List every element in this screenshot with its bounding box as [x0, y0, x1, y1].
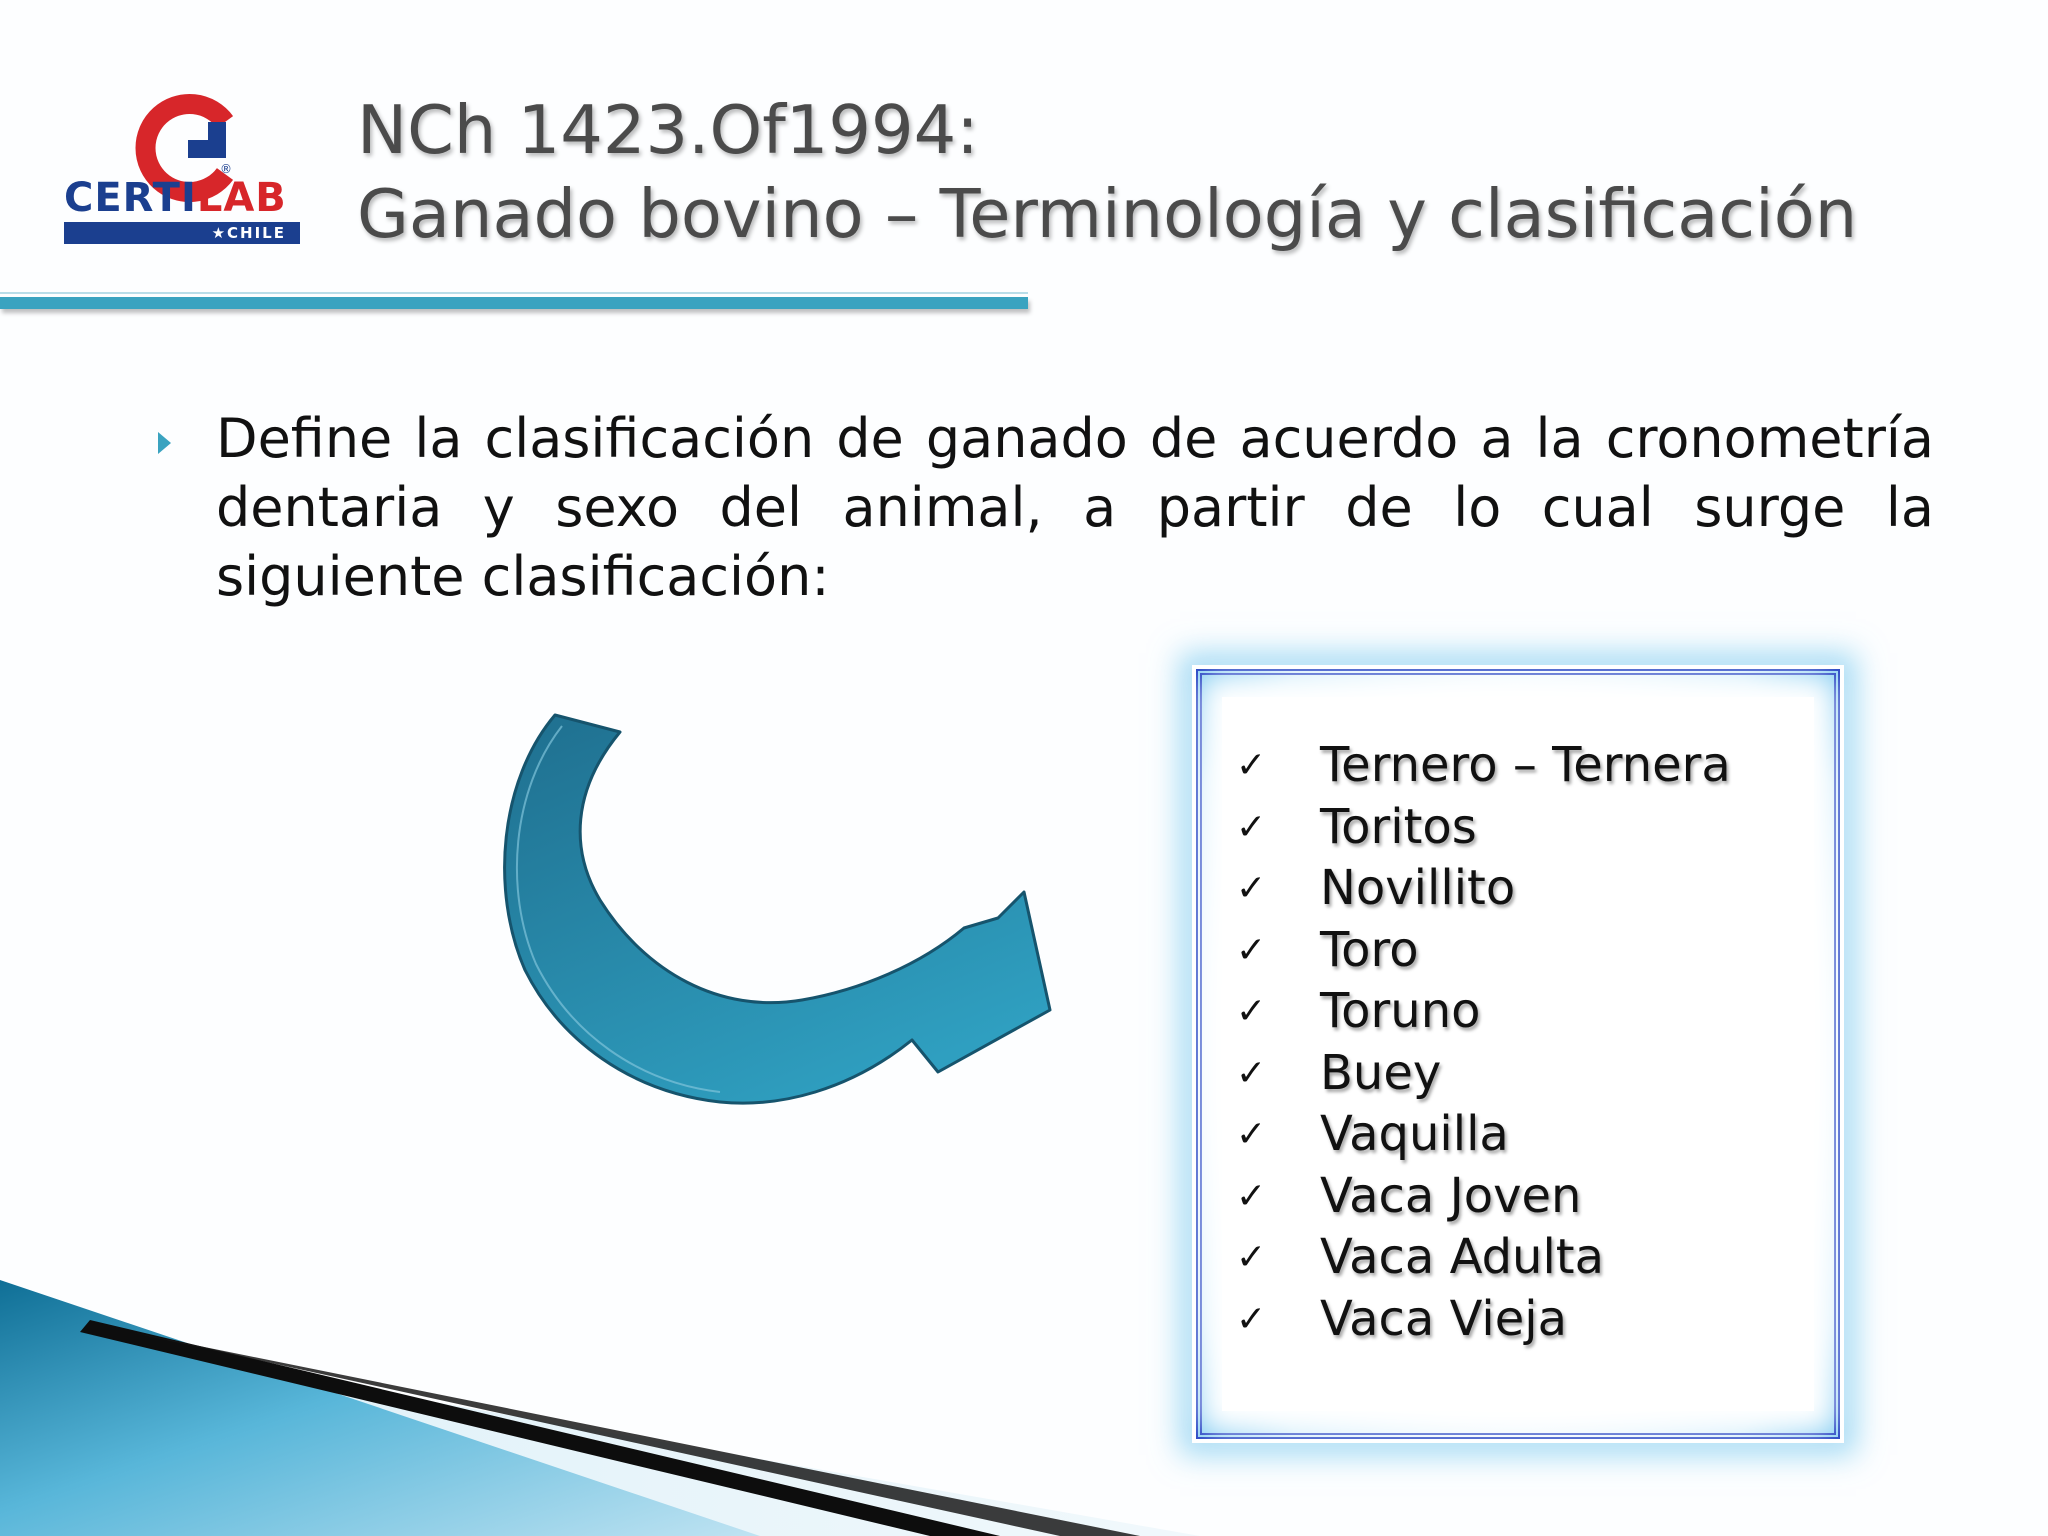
registered-mark: ® [220, 162, 232, 176]
logo-subtitle: ★CHILE [64, 222, 300, 244]
logo-word-lab: LAB [196, 175, 287, 221]
classification-item-label: Buey [1320, 1044, 1442, 1101]
classification-item-label: Toritos [1320, 798, 1477, 855]
logo-wordmark [64, 175, 300, 221]
classification-item-label: Toruno [1320, 983, 1481, 1039]
classification-item-label: Vaca Vieja [1320, 1290, 1567, 1347]
body-paragraph: Define la clasificación de ganado de acuerdo a la cronometría dentaria y sexo del animal, a partir de lo cual surge la siguiente clasificación: [216, 407, 1934, 608]
check-icon: ✓ [1236, 1175, 1267, 1217]
classification-item-label: Novillito [1320, 860, 1516, 916]
check-icon: ✓ [1236, 929, 1267, 971]
classification-item-label: Vaquilla [1320, 1106, 1509, 1162]
check-icon: ✓ [1236, 806, 1267, 848]
classification-item-label: Ternero – Ternera [1320, 737, 1731, 793]
check-icon: ✓ [1236, 1298, 1267, 1340]
logo-word-certi: CERTI [64, 175, 197, 221]
triangle-bullet-icon [158, 432, 171, 454]
check-icon: ✓ [1236, 991, 1267, 1032]
slide-title [357, 88, 2017, 256]
check-icon: ✓ [1236, 868, 1267, 909]
title-line-2: Ganado bovino – Terminología y clasificación [357, 175, 1858, 253]
curved-arrow-icon [480, 700, 1080, 1200]
header-divider-light [0, 292, 1028, 294]
classification-item-label: Vaca Joven [1320, 1167, 1582, 1224]
certilab-logo [60, 70, 310, 250]
check-icon: ✓ [1236, 1114, 1267, 1155]
check-icon: ✓ [1236, 1237, 1267, 1278]
check-icon: ✓ [1236, 745, 1267, 786]
decorative-swoosh [0, 1280, 1200, 1536]
classification-item-label: Toro [1320, 921, 1419, 978]
check-icon: ✓ [1236, 1052, 1267, 1094]
classification-item-label: Vaca Adulta [1320, 1229, 1605, 1285]
title-line-1: NCh 1423.Of1994: [357, 91, 979, 169]
header-divider [0, 297, 1028, 309]
